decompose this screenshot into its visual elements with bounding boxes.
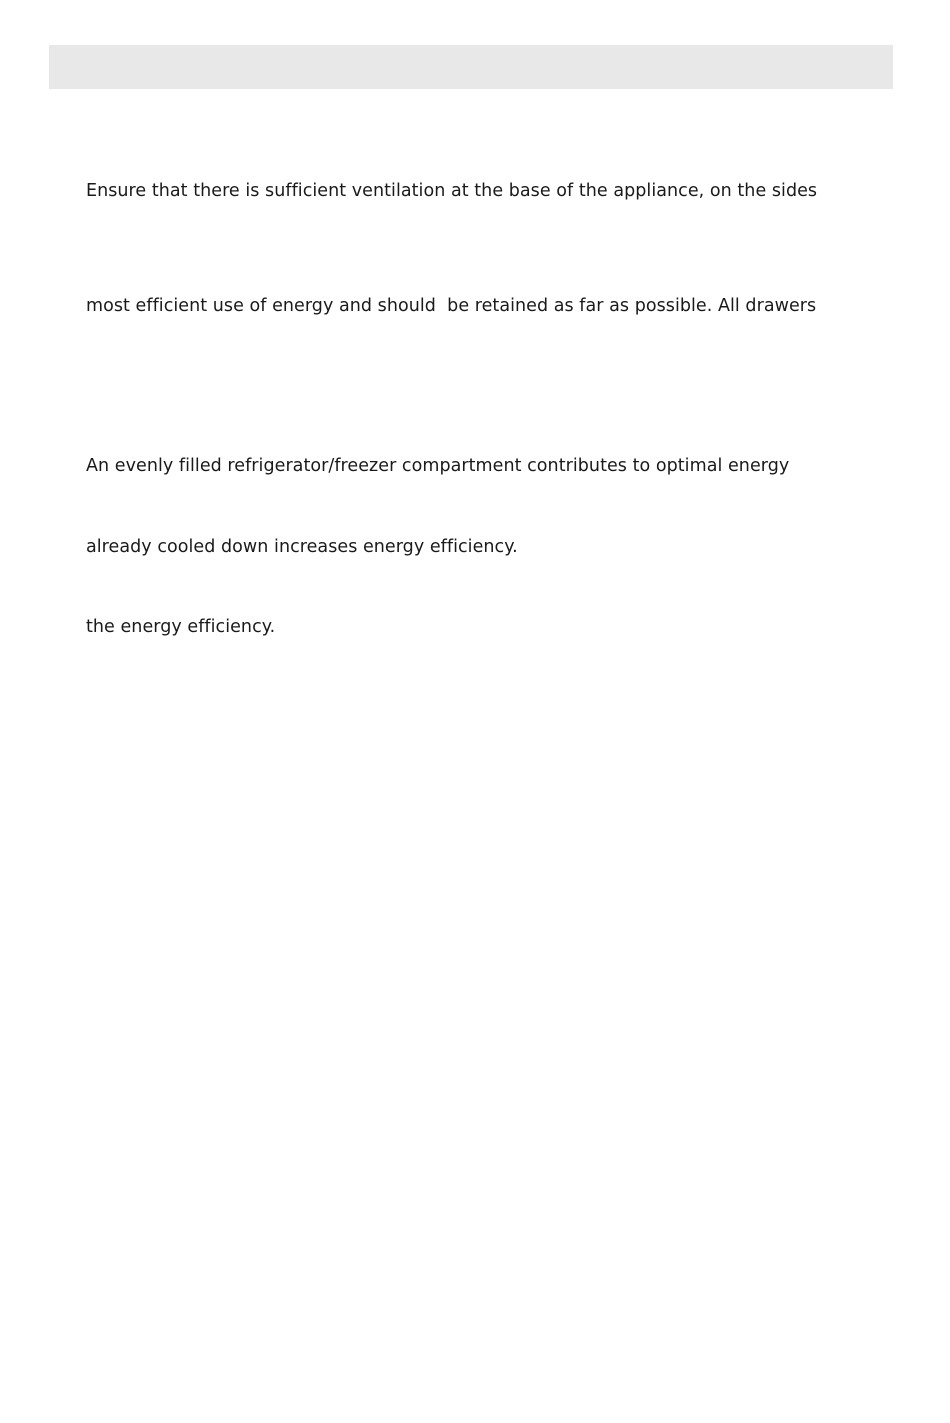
text-line-energy-efficiency: the energy efficiency.	[86, 617, 276, 637]
header-band	[49, 45, 893, 89]
text-line-ventilation: Ensure that there is sufficient ventilation at the base of the appliance, on the sides	[86, 181, 818, 201]
text-line-cooled-down: already cooled down increases energy efficiency.	[86, 537, 518, 557]
text-line-evenly-filled: An evenly filled refrigerator/freezer compartment contributes to optimal energy	[86, 456, 790, 476]
text-line-drawers: most efficient use of energy and should be retained as far as possible. All drawers	[86, 296, 817, 316]
